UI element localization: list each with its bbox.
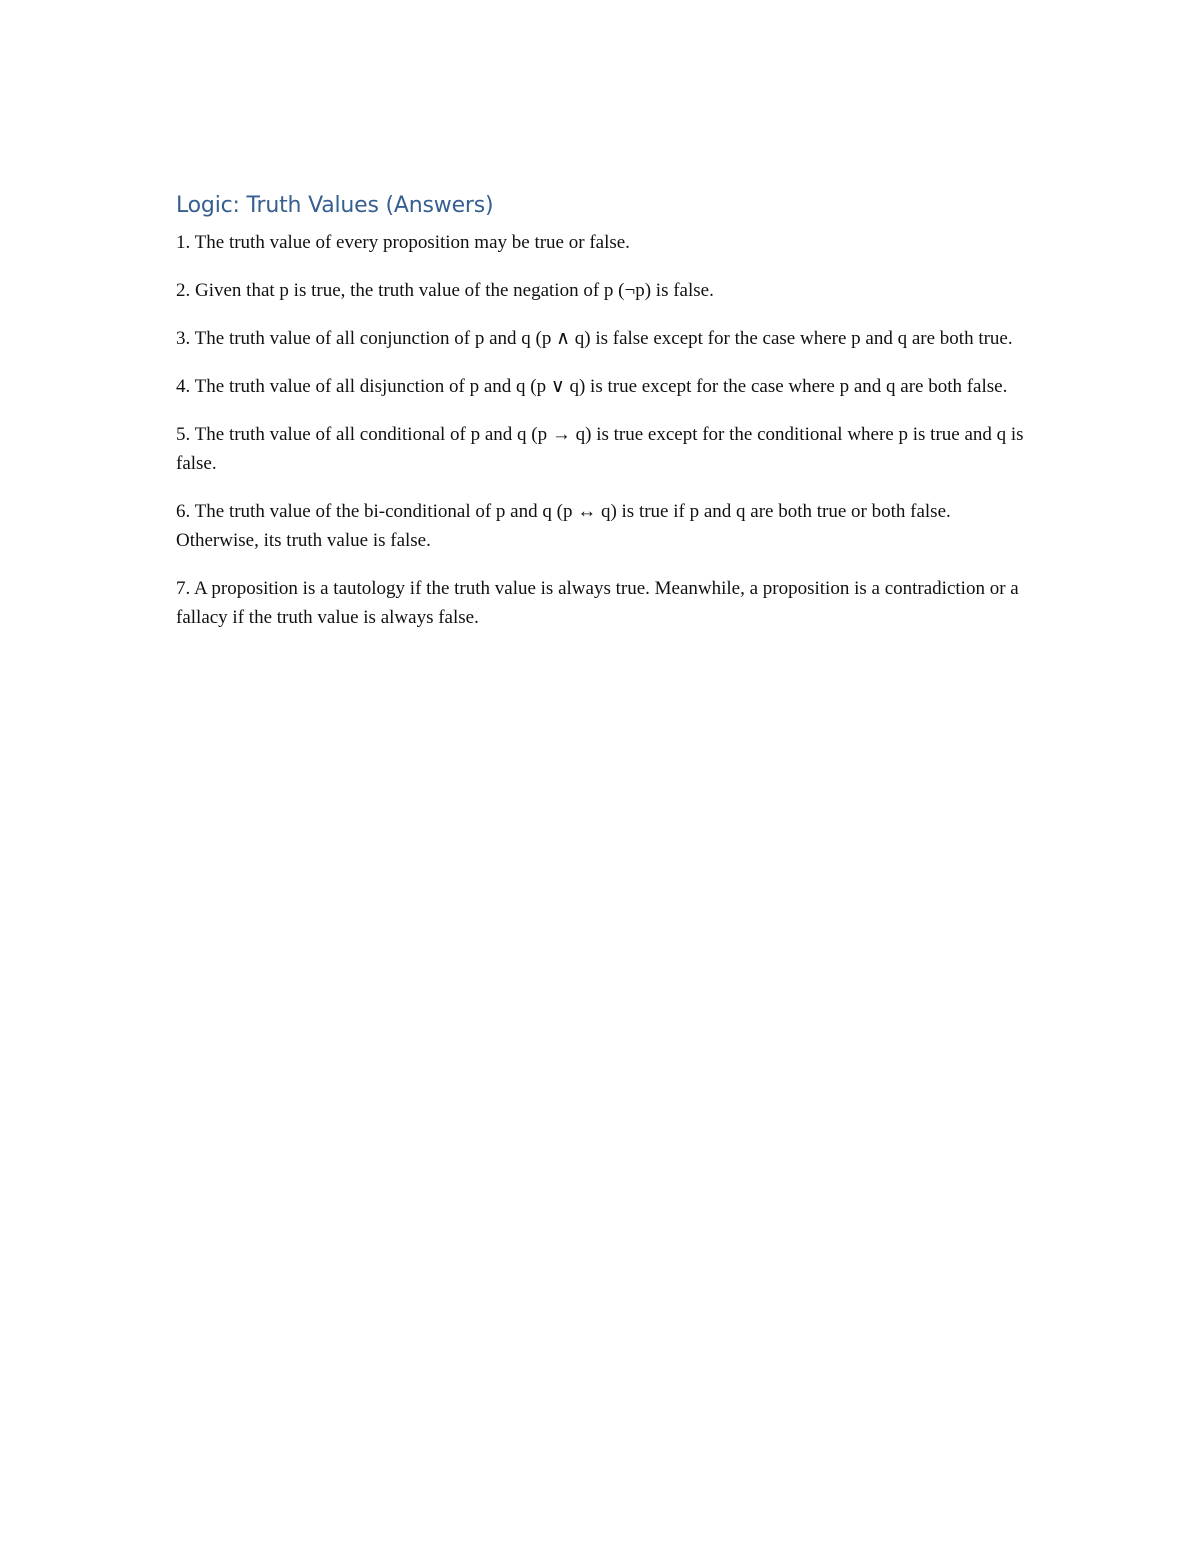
answer-item-6: 6. The truth value of the bi-conditional of p and q (p ↔ q) is true if p and q are both true or both false. Otherwise, its truth value is false. [176, 501, 951, 551]
answer-item-1: 1. The truth value of every proposition may be true or false. [176, 232, 630, 253]
answer-item-7: 7. A proposition is a tautology if the truth value is always true. Meanwhile, a proposition is a contradiction or a fallacy if the truth value is always false. [176, 578, 1019, 628]
answer-item-2: 2. Given that p is true, the truth value of the negation of p (¬p) is false. [176, 280, 714, 301]
answer-item-4: 4. The truth value of all disjunction of p and q (p ∨ q) is true except for the case where p and q are both false. [176, 376, 1008, 397]
answer-item-5: 5. The truth value of all conditional of p and q (p → q) is true except for the conditional where p is true and q is false. [176, 424, 1024, 474]
document-title: Logic: Truth Values (Answers) [176, 193, 494, 218]
answer-item-3: 3. The truth value of all conjunction of p and q (p ∧ q) is false except for the case where p and q are both true. [176, 328, 1013, 349]
document-body [176, 190, 1028, 651]
